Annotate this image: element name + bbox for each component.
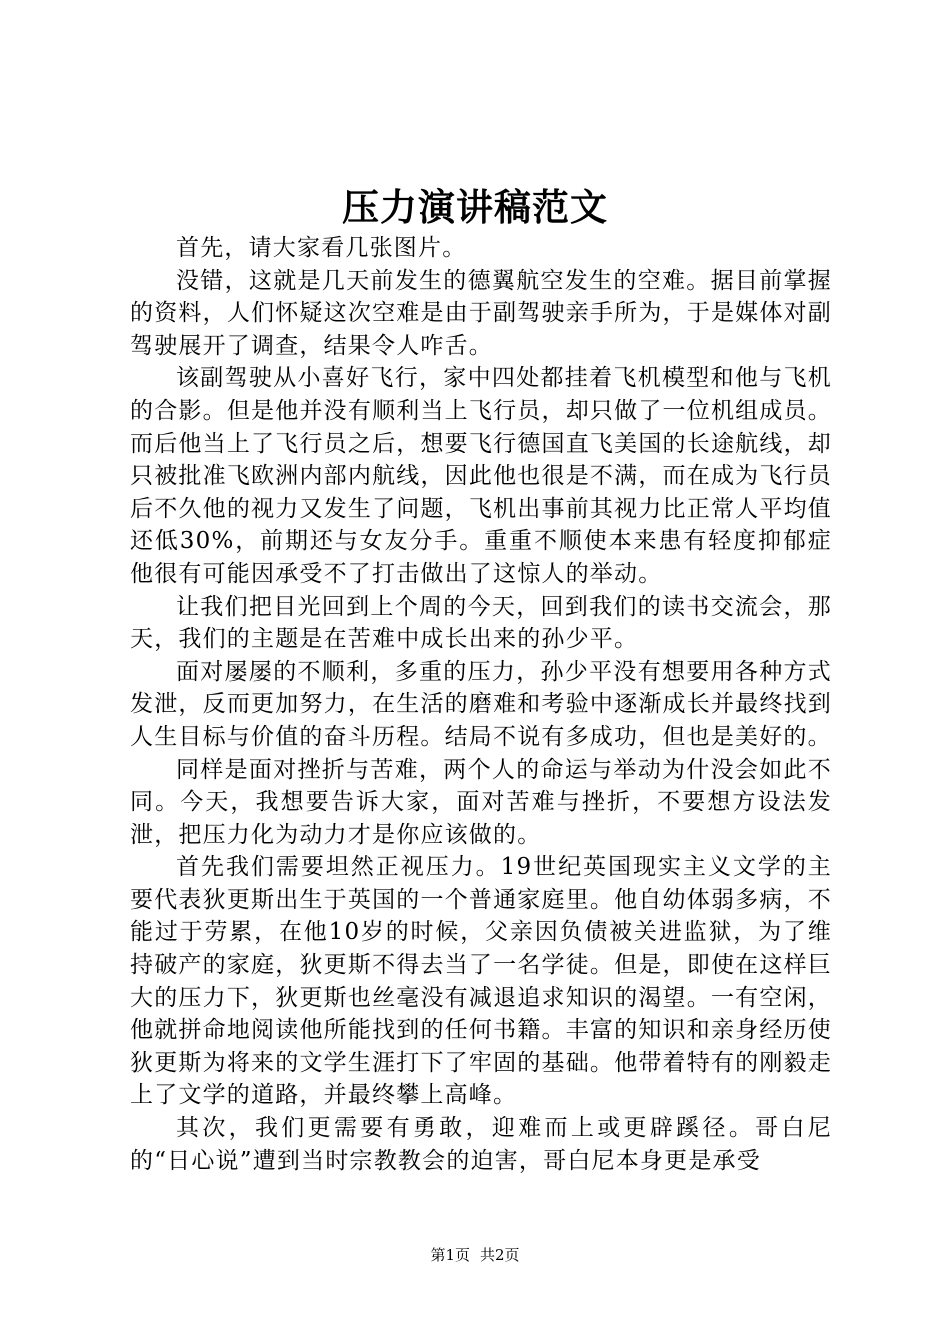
page-footer (0, 1245, 950, 1265)
document-title: 压力演讲稿范文 (342, 185, 608, 229)
paragraph: 首先我们需要坦然正视压力。19世纪英国现实主义文学的主要代表狄更斯出生于英国的一个普通家庭里。他自幼体弱多病，不能过于劳累，在他10岁的时候，父亲因负债被关进监狱，为了维持破产的家庭，狄更斯不得去当了一名学徒。但是，即使在这样巨大的压力下，狄更斯也丝毫没有减退追求知识的渴望。一有空闲，他就拼命地阅读他所能找到的任何书籍。丰富的知识和亲身经历使狄更斯为将来的文学生涯打下了牢固的基础。他带着特有的刚毅走上了文学的道路，并最终攀上高峰。 (130, 854, 832, 1109)
paragraph: 同样是面对挫折与苦难，两个人的命运与举动为什没会如此不同。今天，我想要告诉大家，面对苦难与挫折，不要想方设法发泄，把压力化为动力才是你应该做的。 (130, 756, 832, 848)
page-number-total: 共2页 (480, 1246, 520, 1264)
paragraph: 其次，我们更需要有勇敢，迎难而上或更辟蹊径。哥白尼的“日心说”遭到当时宗教教会的迫害，哥白尼本身更是承受 (130, 1115, 832, 1174)
paragraph: 没错，这就是几天前发生的德翼航空发生的空难。据目前掌握的资料，人们怀疑这次空难是由于副驾驶亲手所为，于是媒体对副驾驶展开了调查，结果令人咋舌。 (130, 267, 832, 359)
paragraph: 该副驾驶从小喜好飞行，家中四处都挂着飞机模型和他与飞机的合影。但是他并没有顺利当上飞行员，却只做了一位机组成员。而后他当上了飞行员之后，想要飞行德国直飞美国的长途航线，却只被批准飞欧洲内部内航线，因此他也很是不满，而在成为飞行员后不久他的视力又发生了问题，飞机出事前其视力比正常人平均值还低30%，前期还与女友分手。重重不顺使本来患有轻度抑郁症他很有可能因承受不了打击做出了这惊人的举动。 (130, 365, 832, 587)
document-body (130, 232, 832, 1177)
paragraph: 首先，请大家看几张图片。 (176, 235, 467, 261)
page-number-current: 第1页 (430, 1246, 470, 1264)
paragraph: 让我们把目光回到上个周的今天，回到我们的读书交流会，那天，我们的主题是在苦难中成长出来的孙少平。 (130, 593, 832, 653)
paragraph: 面对屡屡的不顺利，多重的压力，孙少平没有想要用各种方式发泄，反而更加努力，在生活的磨难和考验中逐渐成长并最终找到人生目标与价值的奋斗历程。结局不说有多成功，但也是美好的。 (130, 658, 832, 750)
